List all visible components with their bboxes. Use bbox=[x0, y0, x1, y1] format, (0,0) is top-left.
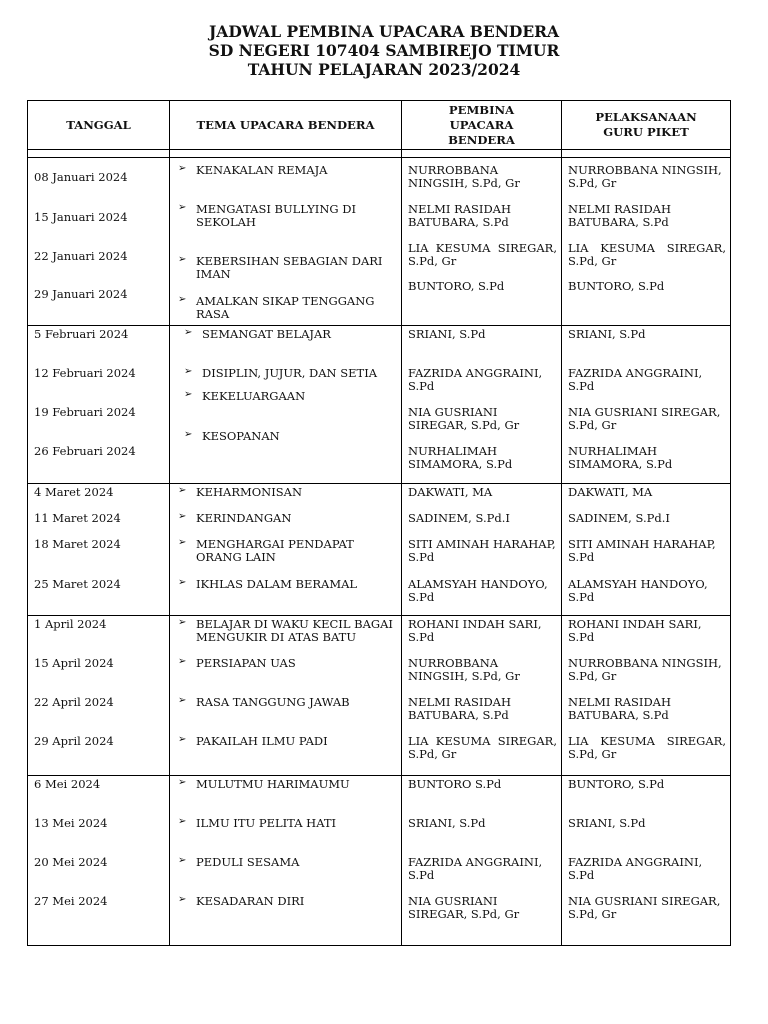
pembina-name: NELMI RASIDAH BATUBARA, S.Pd bbox=[408, 202, 512, 229]
pembina-name: DAKWATI, MA bbox=[408, 485, 493, 499]
piket-name: NURHALIMAH SIMAMORA, S.Pd bbox=[568, 444, 673, 471]
theme-item bbox=[176, 778, 397, 791]
piket-cell bbox=[562, 158, 731, 326]
month-block bbox=[28, 484, 731, 616]
date-text: 20 Mei 2024 bbox=[34, 855, 108, 869]
arrow-bullet-icon: ➢ bbox=[178, 695, 187, 706]
column-header-piket: PELAKSANAAN GURU PIKET bbox=[562, 101, 731, 150]
piket-name: SRIANI, S.Pd bbox=[568, 816, 646, 830]
theme-text: BELAJAR DI WAKU KECIL BAGAI MENGUKIR DI ATAS BATU bbox=[196, 617, 393, 644]
pembina-name: SRIANI, S.Pd bbox=[408, 327, 486, 341]
date-text: 29 Januari 2024 bbox=[34, 287, 128, 301]
date-text: 6 Mei 2024 bbox=[34, 777, 101, 791]
title-line-3: TAHUN PELAJARAN 2023/2024 bbox=[247, 60, 521, 79]
header-spacer-row bbox=[28, 150, 731, 158]
theme-text: KERINDANGAN bbox=[196, 511, 292, 525]
piket-name: LIA KESUMA SIREGAR, S.Pd, Gr bbox=[568, 241, 726, 268]
tema-cell bbox=[170, 616, 402, 776]
pembina-name: NIA GUSRIANI SIREGAR, S.Pd, Gr bbox=[408, 894, 520, 921]
piket-name: SRIANI, S.Pd bbox=[568, 327, 646, 341]
column-header-tema: TEMA UPACARA BENDERA bbox=[170, 101, 402, 150]
date-text: 27 Mei 2024 bbox=[34, 894, 108, 908]
tema-cell bbox=[170, 484, 402, 616]
piket-cell bbox=[562, 326, 731, 484]
date-text: 15 Januari 2024 bbox=[34, 210, 128, 224]
theme-item bbox=[176, 856, 397, 869]
piket-name: NIA GUSRIANI SIREGAR, S.Pd, Gr bbox=[568, 894, 721, 921]
arrow-bullet-icon: ➢ bbox=[178, 511, 187, 522]
pembina-cell bbox=[402, 776, 562, 946]
arrow-bullet-icon: ➢ bbox=[178, 656, 187, 667]
piket-name: NELMI RASIDAH BATUBARA, S.Pd bbox=[568, 202, 672, 229]
piket-name: BUNTORO, S.Pd bbox=[568, 777, 665, 791]
theme-text: KESOPANAN bbox=[202, 429, 280, 443]
theme-item bbox=[182, 367, 397, 380]
pembina-name: BUNTORO S.Pd bbox=[408, 777, 502, 791]
date-text: 26 Februari 2024 bbox=[34, 444, 136, 458]
tema-cell bbox=[170, 158, 402, 326]
theme-text: MULUTMU HARIMAUMU bbox=[196, 777, 350, 791]
table-body bbox=[28, 150, 731, 946]
pembina-name: ROHANI INDAH SARI, S.Pd bbox=[408, 617, 542, 644]
theme-text: MENGATASI BULLYING DI SEKOLAH bbox=[196, 202, 357, 229]
piket-cell bbox=[562, 616, 731, 776]
arrow-bullet-icon: ➢ bbox=[178, 202, 187, 213]
theme-item bbox=[182, 328, 397, 341]
month-block bbox=[28, 326, 731, 484]
date-text: 22 Januari 2024 bbox=[34, 249, 128, 263]
theme-text: KEHARMONISAN bbox=[196, 485, 303, 499]
theme-text: AMALKAN SIKAP TENGGANG RASA bbox=[196, 294, 375, 321]
pembina-name: FAZRIDA ANGGRAINI, S.Pd bbox=[408, 855, 543, 882]
arrow-bullet-icon: ➢ bbox=[184, 429, 193, 440]
month-block bbox=[28, 158, 731, 326]
pembina-name: SITI AMINAH HARAHAP, S.Pd bbox=[408, 537, 556, 564]
piket-name: SADINEM, S.Pd.I bbox=[568, 511, 670, 525]
document-header bbox=[0, 22, 768, 79]
pembina-name: NURHALIMAH SIMAMORA, S.Pd bbox=[408, 444, 513, 471]
pembina-name: FAZRIDA ANGGRAINI, S.Pd bbox=[408, 366, 543, 393]
theme-item bbox=[176, 295, 397, 320]
theme-text: MENGHARGAI PENDAPAT ORANG LAIN bbox=[196, 537, 354, 564]
theme-item bbox=[182, 430, 397, 443]
theme-text: PAKAILAH ILMU PADI bbox=[196, 734, 328, 748]
arrow-bullet-icon: ➢ bbox=[178, 734, 187, 745]
theme-item bbox=[176, 817, 397, 830]
theme-item bbox=[176, 203, 397, 228]
piket-name: NELMI RASIDAH BATUBARA, S.Pd bbox=[568, 695, 672, 722]
pembina-cell bbox=[402, 484, 562, 616]
theme-item bbox=[176, 895, 397, 908]
piket-name: BUNTORO, S.Pd bbox=[568, 279, 665, 293]
tanggal-cell bbox=[28, 616, 170, 776]
theme-text: ILMU ITU PELITA HATI bbox=[196, 816, 337, 830]
pembina-name: NURROBBANA NINGSIH, S.Pd, Gr bbox=[408, 163, 520, 190]
arrow-bullet-icon: ➢ bbox=[184, 366, 193, 377]
date-text: 1 April 2024 bbox=[34, 617, 107, 631]
theme-text: IKHLAS DALAM BERAMAL bbox=[196, 577, 358, 591]
arrow-bullet-icon: ➢ bbox=[178, 777, 187, 788]
piket-cell bbox=[562, 484, 731, 616]
date-text: 29 April 2024 bbox=[34, 734, 114, 748]
theme-text: RASA TANGGUNG JAWAB bbox=[196, 695, 350, 709]
theme-item bbox=[176, 538, 397, 563]
theme-item bbox=[182, 390, 397, 403]
theme-text: KESADARAN DIRI bbox=[196, 894, 305, 908]
month-block bbox=[28, 776, 731, 946]
pembina-cell bbox=[402, 158, 562, 326]
piket-name: NIA GUSRIANI SIREGAR, S.Pd, Gr bbox=[568, 405, 721, 432]
title-line-2: SD NEGERI 107404 SAMBIREJO TIMUR bbox=[208, 41, 560, 60]
pembina-cell bbox=[402, 616, 562, 776]
pembina-name: BUNTORO, S.Pd bbox=[408, 279, 505, 293]
theme-item bbox=[176, 164, 397, 177]
table-header-row bbox=[28, 101, 731, 150]
tanggal-cell bbox=[28, 158, 170, 326]
pembina-name: NURROBBANA NINGSIH, S.Pd, Gr bbox=[408, 656, 520, 683]
theme-item bbox=[176, 486, 397, 499]
theme-item bbox=[176, 618, 397, 643]
arrow-bullet-icon: ➢ bbox=[184, 327, 193, 338]
piket-name: ALAMSYAH HANDOYO, S.Pd bbox=[568, 577, 708, 604]
date-text: 18 Maret 2024 bbox=[34, 537, 121, 551]
arrow-bullet-icon: ➢ bbox=[184, 389, 193, 400]
theme-text: SEMANGAT BELAJAR bbox=[202, 327, 331, 341]
arrow-bullet-icon: ➢ bbox=[178, 894, 187, 905]
arrow-bullet-icon: ➢ bbox=[178, 254, 187, 265]
date-text: 25 Maret 2024 bbox=[34, 577, 121, 591]
arrow-bullet-icon: ➢ bbox=[178, 577, 187, 588]
piket-name: NURROBBANA NINGSIH, S.Pd, Gr bbox=[568, 163, 722, 190]
pembina-name: SADINEM, S.Pd.I bbox=[408, 511, 510, 525]
theme-text: KEKELUARGAAN bbox=[202, 389, 306, 403]
theme-text: PERSIAPAN UAS bbox=[196, 656, 296, 670]
pembina-name: LIA KESUMA SIREGAR, S.Pd, Gr bbox=[408, 241, 557, 268]
tanggal-cell bbox=[28, 326, 170, 484]
date-text: 5 Februari 2024 bbox=[34, 327, 129, 341]
arrow-bullet-icon: ➢ bbox=[178, 294, 187, 305]
arrow-bullet-icon: ➢ bbox=[178, 485, 187, 496]
date-text: 08 Januari 2024 bbox=[34, 170, 128, 184]
date-text: 4 Maret 2024 bbox=[34, 485, 114, 499]
title-line-1: JADWAL PEMBINA UPACARA BENDERA bbox=[208, 22, 560, 41]
piket-name: ROHANI INDAH SARI, S.Pd bbox=[568, 617, 702, 644]
theme-item bbox=[176, 696, 397, 709]
arrow-bullet-icon: ➢ bbox=[178, 163, 187, 174]
pembina-name: NIA GUSRIANI SIREGAR, S.Pd, Gr bbox=[408, 405, 520, 432]
theme-text: KENAKALAN REMAJA bbox=[196, 163, 328, 177]
theme-text: PEDULI SESAMA bbox=[196, 855, 300, 869]
arrow-bullet-icon: ➢ bbox=[178, 816, 187, 827]
date-text: 13 Mei 2024 bbox=[34, 816, 108, 830]
pembina-name: NELMI RASIDAH BATUBARA, S.Pd bbox=[408, 695, 512, 722]
date-text: 11 Maret 2024 bbox=[34, 511, 121, 525]
schedule-table bbox=[27, 100, 731, 946]
theme-text: KEBERSIHAN SEBAGIAN DARI IMAN bbox=[196, 254, 383, 281]
piket-name: FAZRIDA ANGGRAINI, S.Pd bbox=[568, 855, 703, 882]
month-block bbox=[28, 616, 731, 776]
piket-name: FAZRIDA ANGGRAINI, S.Pd bbox=[568, 366, 703, 393]
tema-cell bbox=[170, 776, 402, 946]
theme-item bbox=[176, 735, 397, 748]
piket-name: SITI AMINAH HARAHAP, S.Pd bbox=[568, 537, 716, 564]
pembina-name: ALAMSYAH HANDOYO, S.Pd bbox=[408, 577, 548, 604]
theme-item bbox=[176, 578, 397, 591]
pembina-name: LIA KESUMA SIREGAR, S.Pd, Gr bbox=[408, 734, 557, 761]
pembina-cell bbox=[402, 326, 562, 484]
arrow-bullet-icon: ➢ bbox=[178, 855, 187, 866]
tanggal-cell bbox=[28, 776, 170, 946]
piket-cell bbox=[562, 776, 731, 946]
theme-item bbox=[176, 657, 397, 670]
pembina-name: SRIANI, S.Pd bbox=[408, 816, 486, 830]
tanggal-cell bbox=[28, 484, 170, 616]
theme-item bbox=[176, 512, 397, 525]
date-text: 15 April 2024 bbox=[34, 656, 114, 670]
theme-text: DISIPLIN, JUJUR, DAN SETIA bbox=[202, 366, 378, 380]
tema-cell bbox=[170, 326, 402, 484]
column-header-pembina: PEMBINA UPACARA BENDERA bbox=[402, 101, 562, 150]
piket-name: DAKWATI, MA bbox=[568, 485, 653, 499]
piket-name: LIA KESUMA SIREGAR, S.Pd, Gr bbox=[568, 734, 726, 761]
column-header-tanggal: TANGGAL bbox=[28, 101, 170, 150]
piket-name: NURROBBANA NINGSIH, S.Pd, Gr bbox=[568, 656, 722, 683]
date-text: 12 Februari 2024 bbox=[34, 366, 136, 380]
theme-item bbox=[176, 255, 397, 280]
arrow-bullet-icon: ➢ bbox=[178, 617, 187, 628]
date-text: 22 April 2024 bbox=[34, 695, 114, 709]
arrow-bullet-icon: ➢ bbox=[178, 537, 187, 548]
date-text: 19 Februari 2024 bbox=[34, 405, 136, 419]
